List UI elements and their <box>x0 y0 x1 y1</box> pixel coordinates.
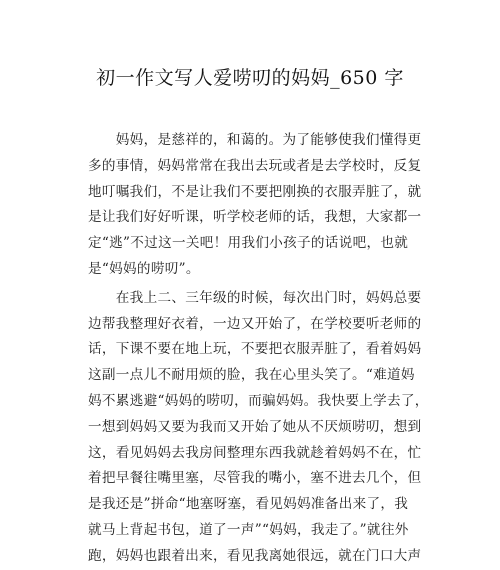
text-line: 跑，妈妈也跟着出来，看见我离她很远，就在门口大声 <box>88 547 422 564</box>
paragraph-2 <box>88 286 429 570</box>
text-line: 定“逃”不过这一关吧！用我们小孩子的话说吧，也就 <box>88 235 409 252</box>
text-line: 多的事情，妈妈常常在我出去玩或者是去学校时，反复 <box>88 157 422 174</box>
document-body <box>88 128 429 570</box>
document-title: 初一作文写人爱唠叨的妈妈_650 字 <box>96 67 404 89</box>
paragraph-1 <box>88 128 422 283</box>
text-line: 这，看见妈妈去我房间整理东西我就趁着妈妈不在，忙 <box>88 444 422 461</box>
text-line: 就马上背起书包，道了一声”“妈妈，我走了。”就往外 <box>88 521 409 538</box>
text-line: 是我还是”拼命“地塞呀塞，看见妈妈准备出来了，我 <box>88 496 409 513</box>
text-line: 地叮嘱我们，不是让我们不要把刚换的衣服弄脏了，就 <box>88 183 422 200</box>
text-line: 这副一点儿不耐用烦的脸，我在心里头笑了。“难道妈 <box>88 367 415 384</box>
text-line: 妈不累逃避“妈妈的唠叨，而骗妈妈。我快要上学去了， <box>88 392 429 409</box>
text-line: 妈妈，是慈祥的，和蔼的。为了能够使我们懂得更 <box>88 132 422 148</box>
text-line: 话，下课不要在地上玩，不要把衣服弄脏了，看着妈妈 <box>88 341 422 358</box>
text-line: 边帮我整理好衣着，一边又开始了，在学校要听老师的 <box>88 315 422 332</box>
text-line: 在我上二、三年级的时候，每次出门时，妈妈总要 <box>88 289 422 306</box>
text-line: 是让我们好好听课，听学校老师的话，我想，大家都一 <box>88 209 422 226</box>
text-line: 一想到妈妈又要为我而又开始了她从不厌烦唠叨，想到 <box>88 418 422 435</box>
text-line: 是“妈妈的唠叨”。 <box>88 260 200 277</box>
text-line: 着把早餐往嘴里塞，尽管我的嘴小，塞不进去几个，但 <box>88 470 422 487</box>
